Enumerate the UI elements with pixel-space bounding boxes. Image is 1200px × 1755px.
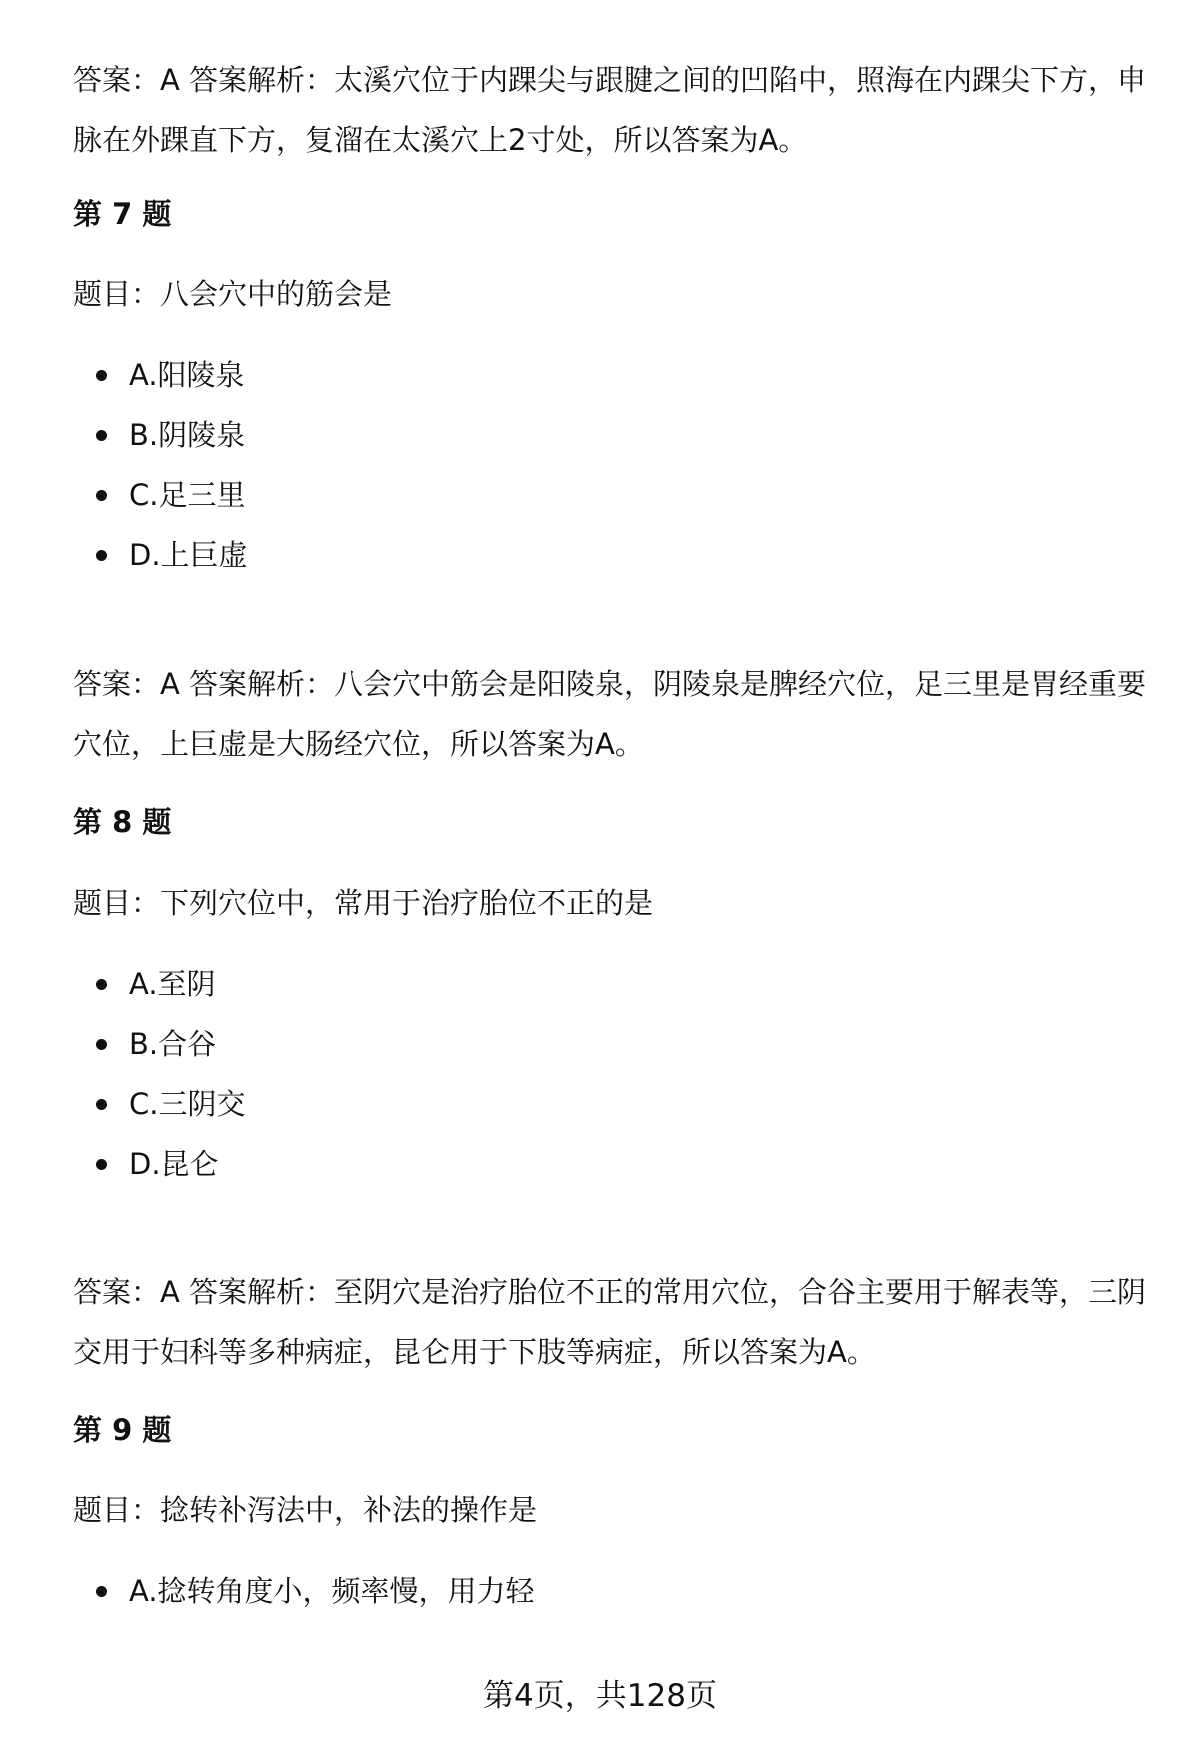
question-heading-9: 第 9 题 (73, 1413, 172, 1447)
bullet-icon (96, 1159, 107, 1170)
option-list-9 (96, 1561, 535, 1621)
bullet-icon (96, 1039, 107, 1050)
option-label: C.足三里 (129, 478, 246, 512)
option-list-8 (96, 954, 245, 1194)
option-item (96, 465, 248, 525)
option-label: B.阴陵泉 (129, 418, 246, 452)
answer-explanation-q8: 答案：A 答案解析：至阴穴是治疗胎位不正的常用穴位，合谷主要用于解表等，三阴交用于妇科等多种病症，昆仑用于下肢等病症，所以答案为A。 (73, 1275, 1147, 1369)
option-label: D.上巨虚 (129, 538, 248, 572)
question-text-8: 题目：下列穴位中，常用于治疗胎位不正的是 (73, 886, 654, 920)
option-label: A.至阴 (129, 967, 216, 1001)
answer-explanation-q7: 答案：A 答案解析：八会穴中筋会是阳陵泉，阴陵泉是脾经穴位，足三里是胃经重要穴位，上巨虚是大肠经穴位，所以答案为A。 (73, 667, 1147, 761)
bullet-icon (96, 430, 107, 441)
option-label: A.捻转角度小，频率慢，用力轻 (129, 1574, 535, 1608)
option-label: A.阳陵泉 (129, 358, 245, 392)
bullet-icon (96, 1586, 107, 1597)
page-number-footer: 第4页，共128页 (483, 1678, 717, 1714)
bullet-icon (96, 1099, 107, 1110)
option-label: D.昆仑 (129, 1147, 219, 1181)
answer-explanation-q6: 答案：A 答案解析：太溪穴位于内踝尖与跟腱之间的凹陷中，照海在内踝尖下方，申脉在外踝直下方，复溜在太溪穴上2寸处，所以答案为A。 (73, 63, 1147, 157)
option-item (96, 954, 245, 1014)
question-heading-7: 第 7 题 (73, 197, 172, 231)
question-heading-8: 第 8 题 (73, 805, 172, 839)
option-item (96, 1014, 245, 1074)
option-item (96, 1561, 535, 1621)
option-label: C.三阴交 (129, 1087, 246, 1121)
option-item (96, 345, 248, 405)
bullet-icon (96, 979, 107, 990)
option-item (96, 1134, 245, 1194)
question-text-9: 题目：捻转补泻法中，补法的操作是 (73, 1493, 538, 1527)
bullet-icon (96, 490, 107, 501)
option-item (96, 525, 248, 585)
option-list-7 (96, 345, 248, 585)
option-item (96, 405, 248, 465)
question-text-7: 题目：八会穴中的筋会是 (73, 277, 393, 311)
option-label: B.合谷 (129, 1027, 217, 1061)
bullet-icon (96, 370, 107, 381)
bullet-icon (96, 550, 107, 561)
option-item (96, 1074, 245, 1134)
